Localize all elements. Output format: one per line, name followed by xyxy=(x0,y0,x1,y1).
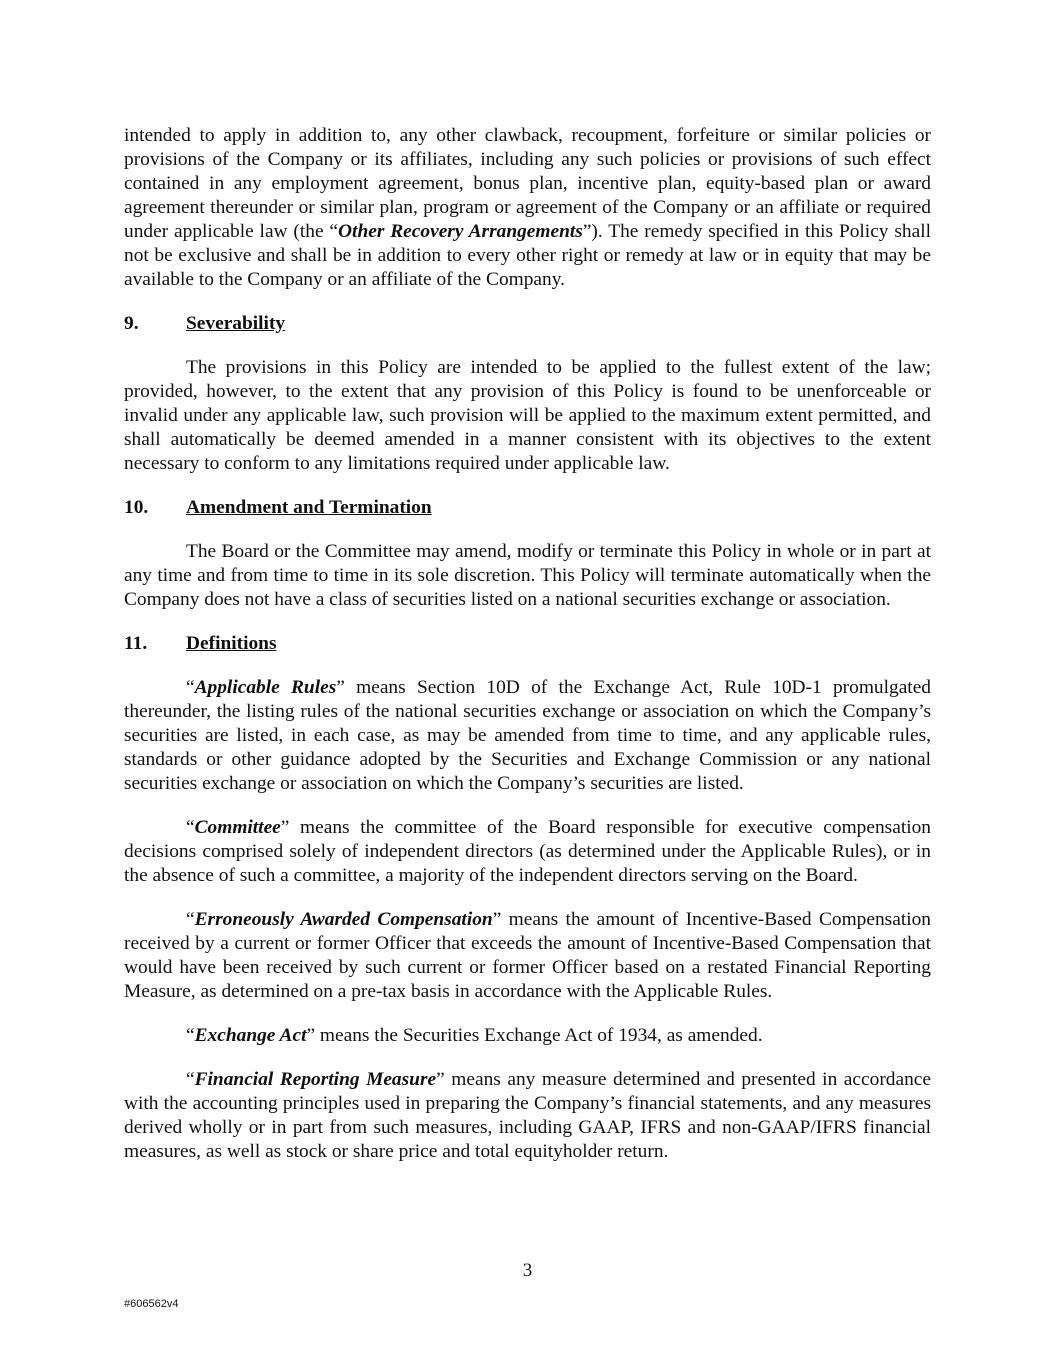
section-heading-severability xyxy=(124,312,931,336)
document-id: #606562v4 xyxy=(124,1298,179,1310)
intro-text-2: ”). The remedy specified in this Policy shall not be exclusive and shall be in addition to every other right or remedy at law or in equity that may be available to the Company or an affiliate of the Company. xyxy=(124,221,931,290)
severability-paragraph: The provisions in this Policy are intended to be applied to the fullest extent of the law; provided, however, to the extent that any provision of this Policy is found to be unenforceable or invalid under any applicable law, such provision will be applied to the maximum extent permitted, and shall automatically be deemed amended in a manner consistent with its objectives to the extent necessary to conform to any limitations required under applicable law. xyxy=(124,357,931,474)
defined-term: Applicable Rules xyxy=(194,677,337,698)
definition-exchange-act xyxy=(124,1024,931,1048)
intro-text-1: intended to apply in addition to, any other clawback, recoupment, forfeiture or similar policies or provisions of the Company or its affiliates, including any such policies or provisions of such effect contained in any employment agreement, bonus plan, incentive plan, equity-based plan or award agreement thereunder or similar plan, program or agreement of the Company or an affiliate or required under applicable law (the “ xyxy=(124,125,931,242)
open-quote: “ xyxy=(186,817,195,838)
section-heading-definitions xyxy=(124,632,931,656)
defined-term: Financial Reporting Measure xyxy=(194,1069,437,1090)
defined-term: Other Recovery Arrangements xyxy=(338,221,583,242)
open-quote: “ xyxy=(186,677,195,698)
page-number: 3 xyxy=(522,1260,533,1281)
defined-term: Committee xyxy=(194,817,281,838)
open-quote: “ xyxy=(186,1025,195,1046)
definition-text: ” means any measure determined and presented in accordance with the accounting principles used in preparing the Company’s financial statements, and any measures derived wholly or in part from such measures, including GAAP, IFRS and non-GAAP/IFRS financial measures, as well as stock or share price and total equityholder return. xyxy=(124,1069,931,1162)
definition-erroneously-awarded-compensation xyxy=(124,908,931,1004)
definition-text: ” means the Securities Exchange Act of 1934, as amended. xyxy=(306,1025,763,1046)
section-title: Definitions xyxy=(186,633,277,654)
definition-text: ” means Section 10D of the Exchange Act, Rule 10D-1 promulgated thereunder, the listing rules of the national securities exchange or association on which the Company’s securities are listed, in each case, as may be amended from time to time, and any applicable rules, standards or other guidance adopted by the Securities and Exchange Commission or any national securities exchange or association on which the Company’s securities are listed. xyxy=(124,677,931,794)
section-number: 10. xyxy=(124,497,149,518)
section-number: 11. xyxy=(124,633,148,654)
definition-text: ” means the committee of the Board responsible for executive compensation decisions comprised solely of independent directors (as determined under the Applicable Rules), or in the absence of such a committee, a majority of the independent directors serving on the Board. xyxy=(124,817,931,886)
definition-applicable-rules xyxy=(124,676,931,796)
section-number: 9. xyxy=(124,313,139,334)
definition-committee xyxy=(124,816,931,888)
section-title: Amendment and Termination xyxy=(186,497,432,518)
defined-term: Erroneously Awarded Compensation xyxy=(194,909,493,930)
open-quote: “ xyxy=(186,1069,195,1090)
definition-text: ” means the amount of Incentive-Based Compensation received by a current or former Officer that exceeds the amount of Incentive-Based Compensation that would have been received by such current or former Officer based on a restated Financial Reporting Measure, as determined on a pre-tax basis in accordance with the Applicable Rules. xyxy=(124,909,931,1002)
open-quote: “ xyxy=(186,909,195,930)
definition-financial-reporting-measure xyxy=(124,1068,931,1164)
section-heading-amendment xyxy=(124,496,931,520)
section-title: Severability xyxy=(186,313,286,334)
document-page xyxy=(124,124,931,1184)
amendment-paragraph: The Board or the Committee may amend, modify or terminate this Policy in whole or in part at any time and from time to time in its sole discretion. This Policy will terminate automatically when the Company does not have a class of securities listed on a national securities exchange or association. xyxy=(124,541,931,610)
defined-term: Exchange Act xyxy=(194,1025,307,1046)
intro-paragraph xyxy=(124,124,931,292)
